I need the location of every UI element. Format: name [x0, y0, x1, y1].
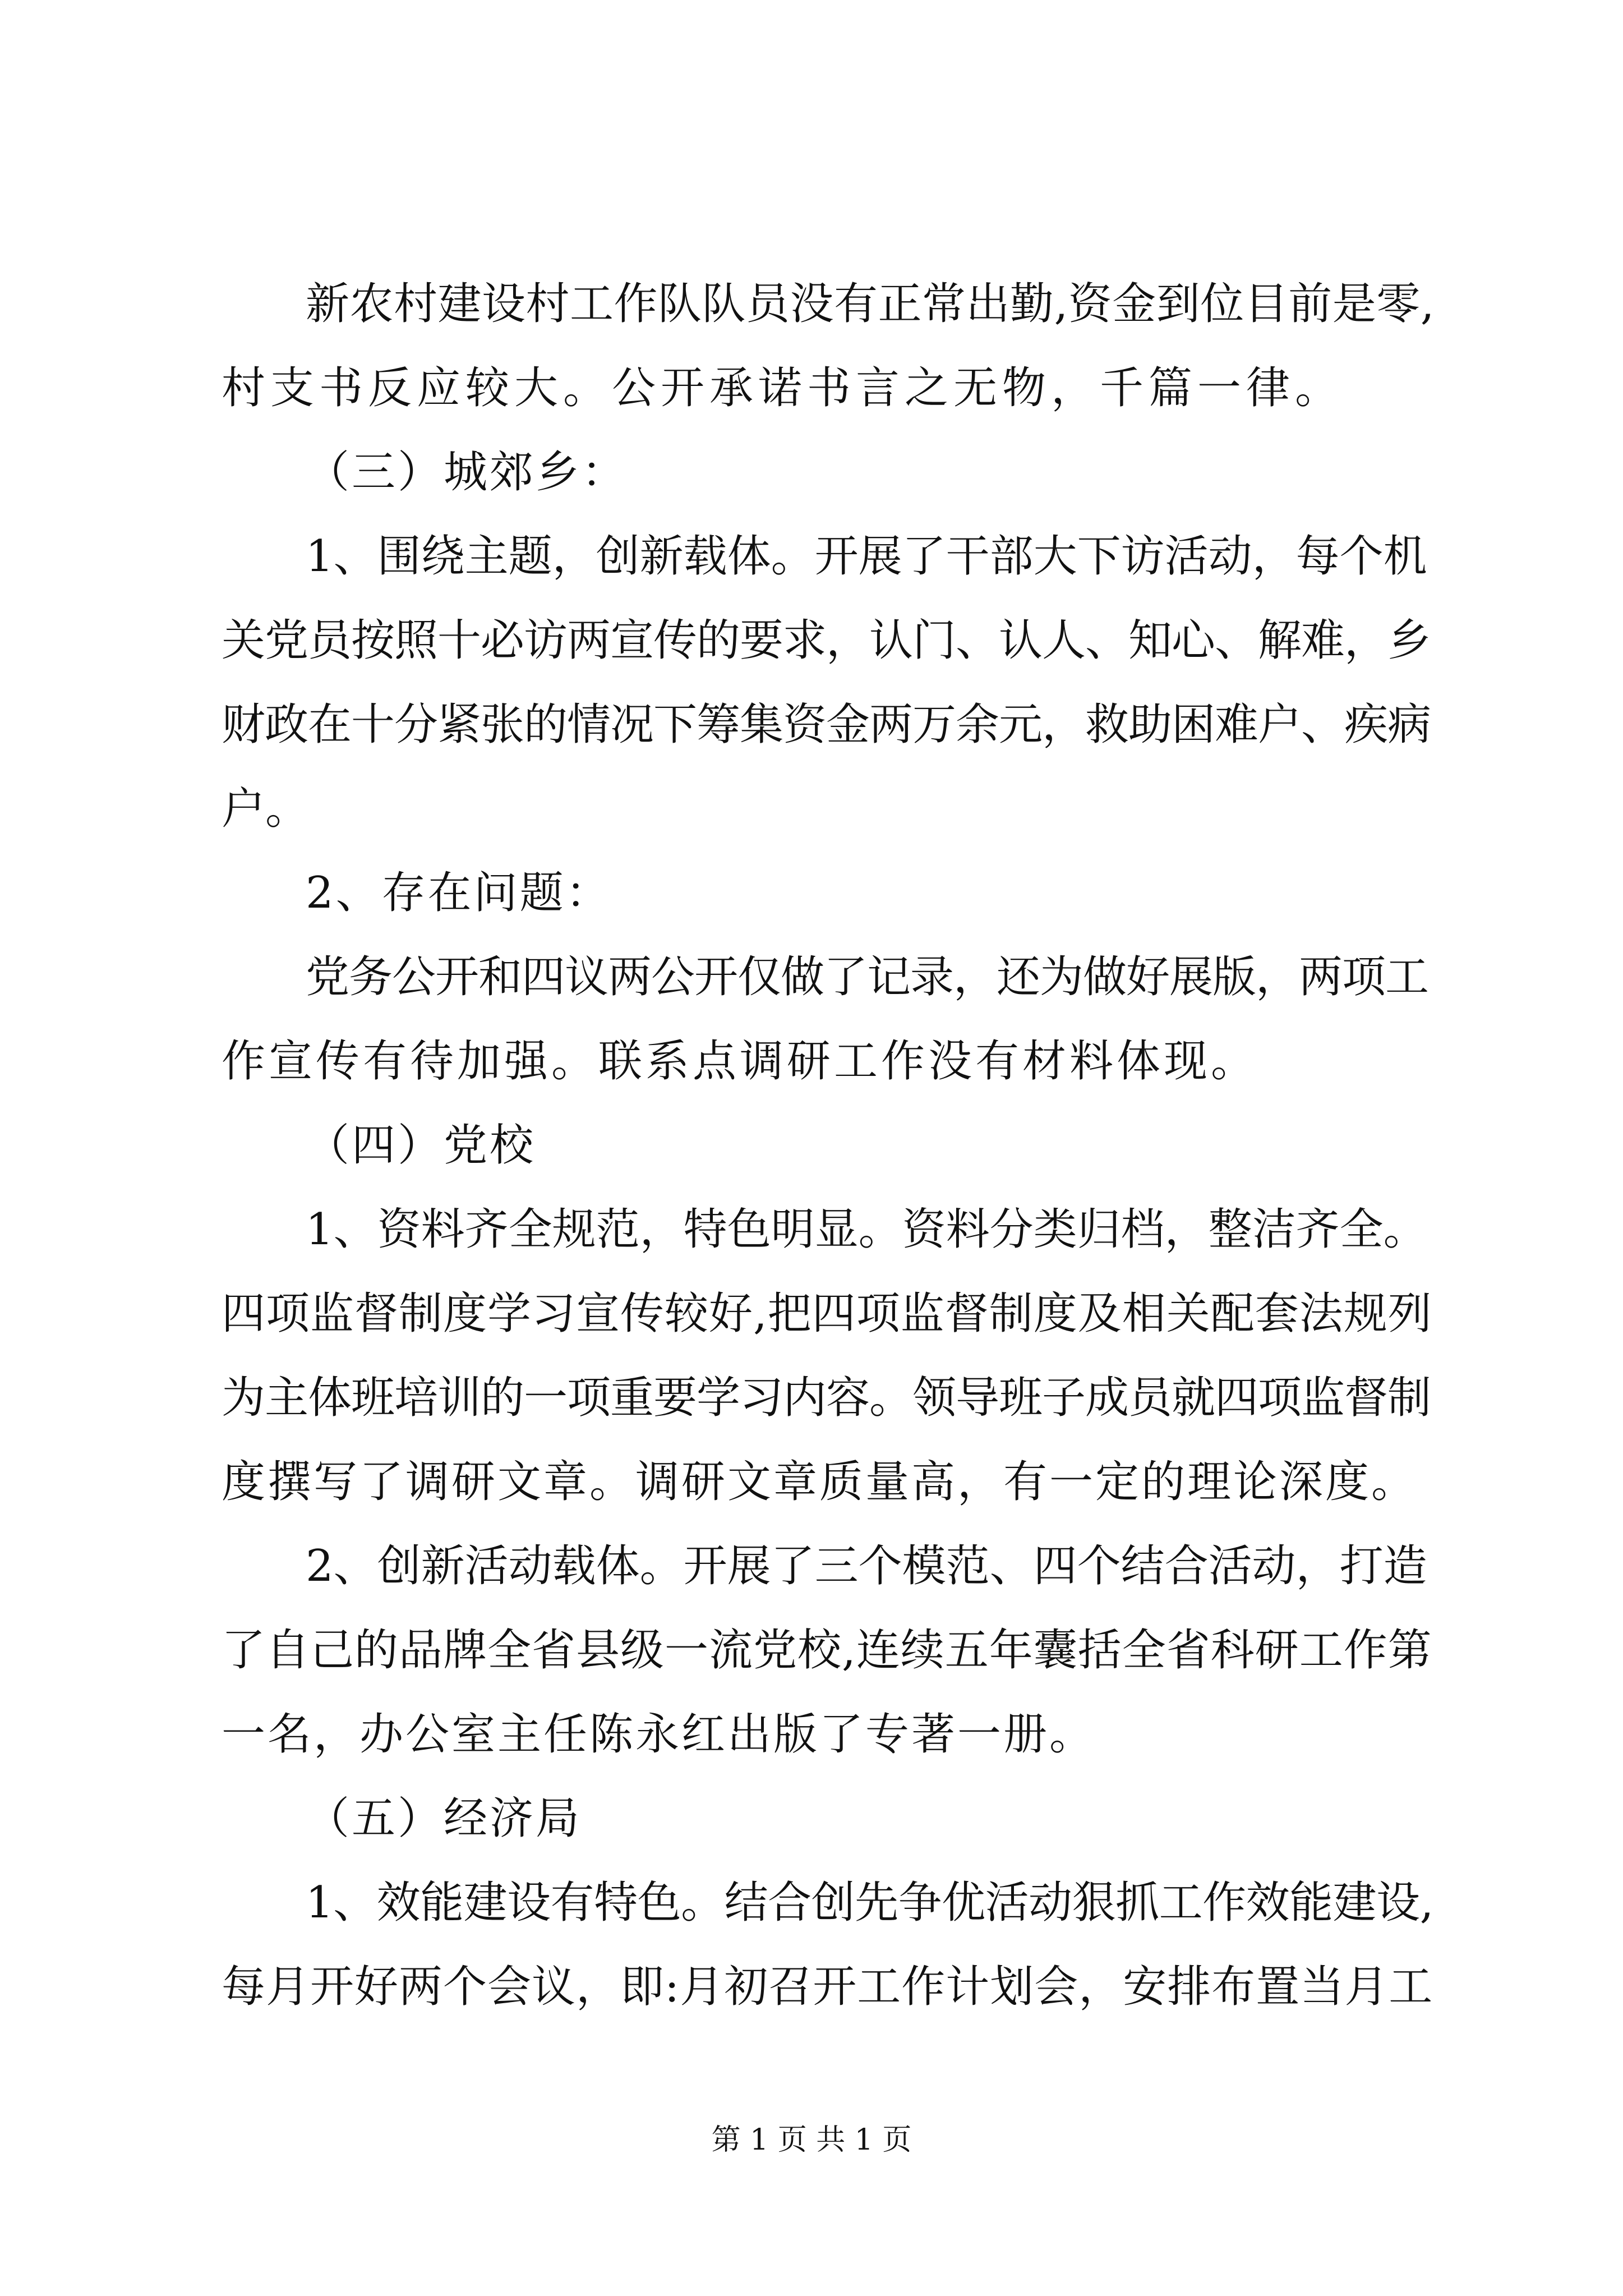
text-line: 1、围绕主题，创新载体。开展了干部大下访活动，每个机 — [306, 531, 1427, 582]
text-line: 2、创新活动载体。开展了三个模范、四个结合活动，打造 — [306, 1541, 1427, 1591]
section-heading: （五）经济局 — [306, 1793, 582, 1844]
text-line: 度撰写了调研文章。调研文章质量高，有一定的理论深度。 — [222, 1457, 1418, 1507]
text-line: 1、资料齐全规范，特色明显。资料分类归档，整洁齐全。 — [306, 1204, 1427, 1255]
section-heading: （三）城郊乡： — [306, 447, 628, 498]
text-line: 四项监督制度学习宣传较好,把四项监督制度及相关配套法规列 — [222, 1289, 1432, 1339]
text-line: 为主体班培训的一项重要学习内容。领导班子成员就四项监督制 — [222, 1373, 1431, 1423]
text-line: 每月开好两个会议，即:月初召开工作计划会，安排布置当月工 — [222, 1962, 1433, 2012]
text-line: 户。 — [222, 784, 310, 834]
text-line: 1、效能建设有特色。结合创先争优活动狠抓工作效能建设, — [306, 1878, 1433, 1928]
section-heading: （四）党校 — [306, 1120, 536, 1171]
text-line: 新农村建设村工作队队员没有正常出勤,资金到位目前是零, — [306, 279, 1435, 329]
text-line: 村支书反应较大。公开承诺书言之无物，千篇一律。 — [222, 363, 1344, 413]
text-line: 关党员按照十必访两宣传的要求，认门、认人、知心、解难，乡 — [222, 615, 1431, 666]
page-number-footer: 第 1 页 共 1 页 — [711, 2123, 912, 2157]
text-line: 一名，办公室主任陈永红出版了专著一册。 — [222, 1709, 1096, 1760]
text-line: 财政在十分紧张的情况下筹集资金两万余元，救助困难户、疾病 — [222, 700, 1431, 750]
text-line: 作宣传有待加强。联系点调研工作没有材料体现。 — [222, 1036, 1258, 1087]
text-line: 2、存在问题： — [306, 868, 612, 918]
text-line: 党务公开和四议两公开仅做了记录，还为做好展版，两项工 — [306, 952, 1429, 1002]
text-line: 了自己的品牌全省县级一流党校,连续五年囊括全省科研工作第 — [222, 1625, 1432, 1676]
